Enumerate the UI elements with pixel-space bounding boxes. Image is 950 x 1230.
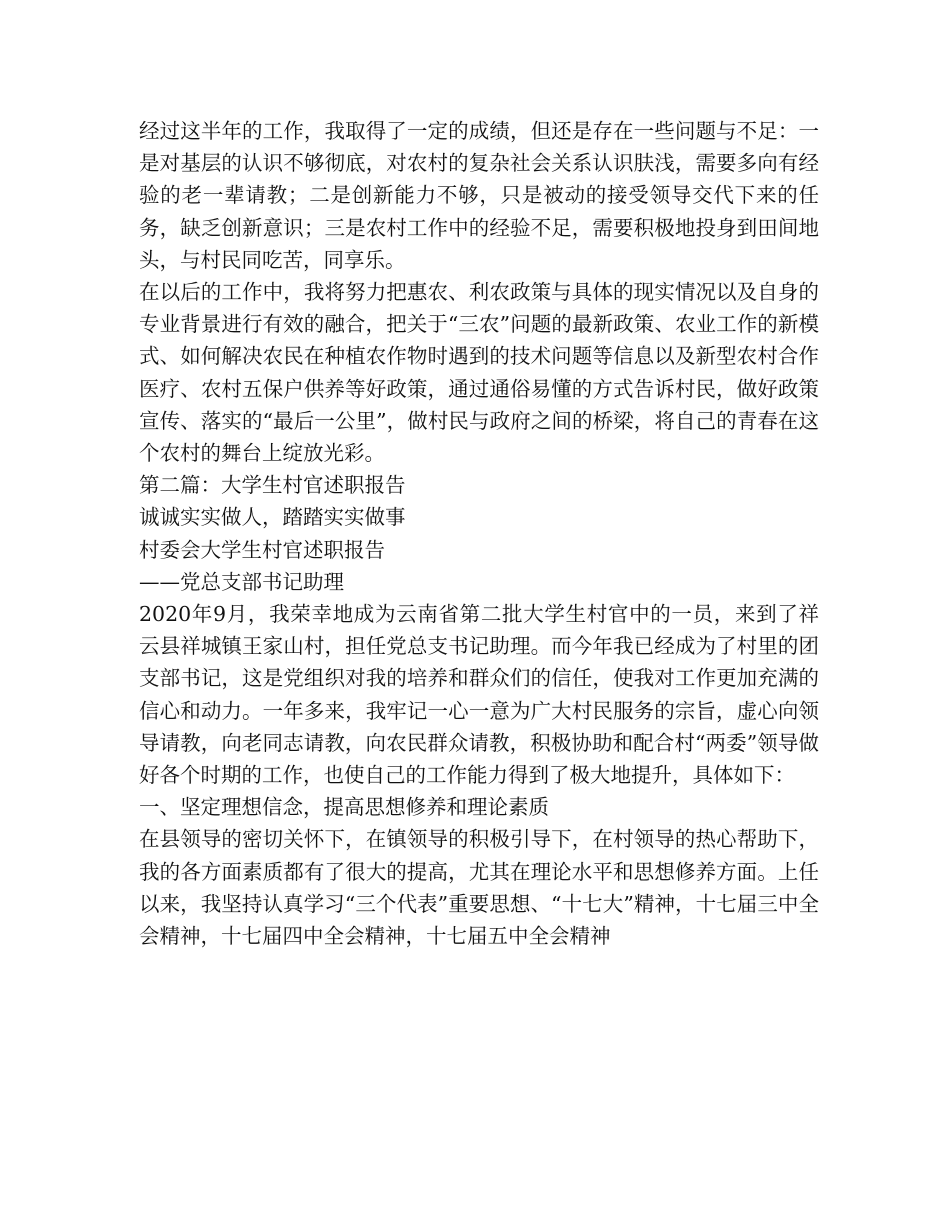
- paragraph-introduction: 2020年9月，我荣幸地成为云南省第二批大学生村官中的一员，来到了祥云县祥城镇王家山村，担任党总支书记助理。而今年我已经成为了村里的团支部书记，这是党组织对我的培养和群众们的信任，使我对工作更加充满的信心和动力。一年多来，我牢记一心一意为广大村民服务的宗旨，虚心向领导请教，向老同志请教，向农民群众请教，积极协助和配合村“两委”领导做好各个时期的工作，也使自己的工作能力得到了极大地提升，具体如下：: [139, 602, 819, 788]
- section-heading-ideals: 一、坚定理想信念，提高思想修养和理论素质: [139, 795, 549, 820]
- document-page: [139, 115, 819, 952]
- subtitle-motto: 诚诚实实做人，踏踏实实做事: [139, 505, 406, 530]
- paragraph-work-summary: 经过这半年的工作，我取得了一定的成绩，但还是存在一些问题与不足：一是对基层的认识不够彻底，对农村的复杂社会关系认识肤浅，需要多向有经验的老一辈请教；二是创新能力不够，只是被动的接受领导交代下来的任务，缺乏创新意识；三是农村工作中的经验不足，需要积极地投身到田间地头，与村民同吃苦，同享乐。: [139, 119, 819, 272]
- paragraph-study: 在县领导的密切关怀下，在镇领导的积极引导下，在村领导的热心帮助下，我的各方面素质都有了很大的提高，尤其在理论水平和思想修养方面。上任以来，我坚持认真学习“三个代表”重要思想、“十七大”精神，十七届三中全会精神，十七届四中全会精神，十七届五中全会精神: [139, 827, 819, 949]
- section-heading-second-article: 第二篇：大学生村官述职报告: [139, 473, 406, 498]
- report-title: 村委会大学生村官述职报告: [139, 537, 385, 562]
- paragraph-future-work: 在以后的工作中，我将努力把惠农、利农政策与具体的现实情况以及自身的专业背景进行有效的融合，把关于“三农”问题的最新政策、农业工作的新模式、如何解决农民在种植农作物时遇到的技术问题等信息以及新型农村合作医疗、农村五保户供养等好政策，通过通俗易懂的方式告诉村民，做好政策宣传、落实的“最后一公里”，做村民与政府之间的桥梁，将自己的青春在这个农村的舞台上绽放光彩。: [139, 280, 819, 466]
- report-author-role: ——党总支部书记助理: [139, 569, 344, 594]
